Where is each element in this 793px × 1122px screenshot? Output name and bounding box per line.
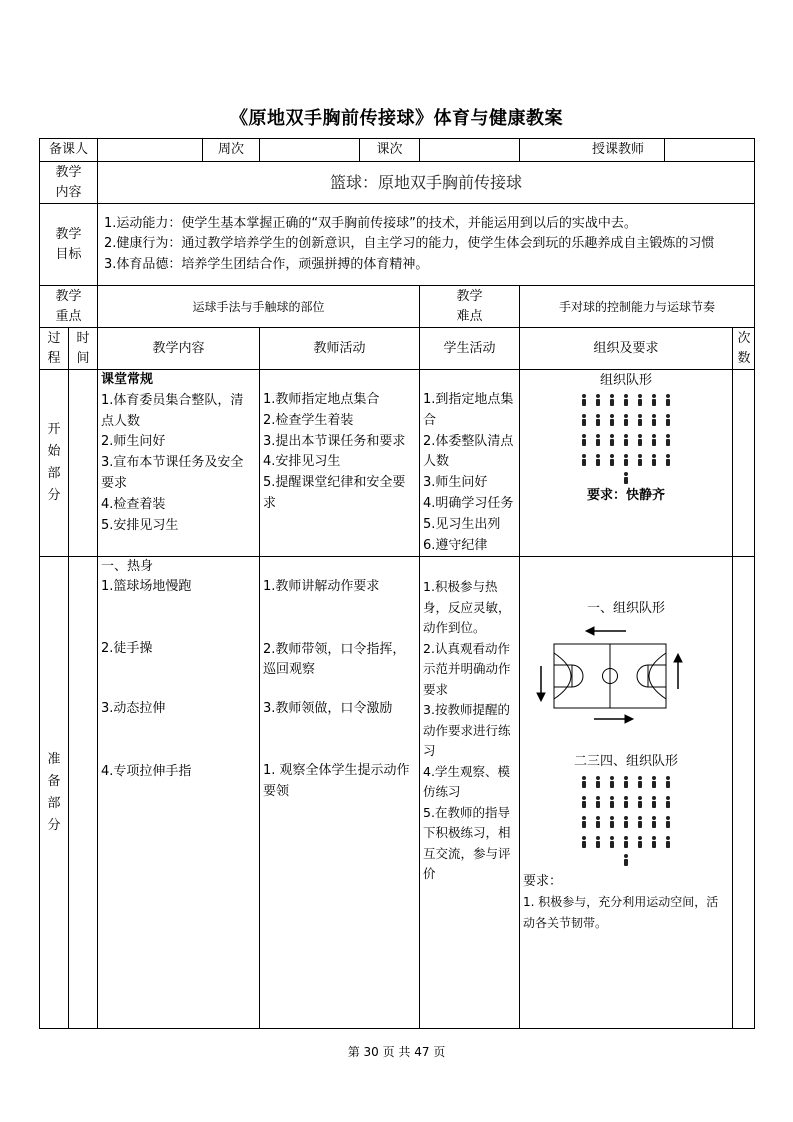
prep-content-item: 4.专项拉伸手指 (101, 764, 192, 780)
prep-teacher-item: 1. 观察全体学生提示动作要领 (263, 763, 410, 799)
start-teacher-item: 4.安排见习生 (263, 454, 341, 470)
prep-org (520, 557, 733, 1029)
student-icon (609, 454, 615, 466)
content-row (40, 162, 755, 204)
key-label-text: 教学重点 (55, 288, 82, 324)
lesson-label: 课次 (360, 139, 420, 162)
page-title: 《原地双手胸前传接球》体育与健康教案 (230, 108, 563, 129)
teacher-position (523, 472, 729, 484)
student-icon (665, 796, 671, 808)
student-icon (595, 776, 601, 788)
student-icon (581, 796, 587, 808)
col-process (40, 328, 69, 370)
student-icon (581, 816, 587, 828)
student-icon (637, 394, 643, 406)
formation-row (523, 394, 729, 406)
key-label (40, 286, 98, 328)
formation-prep (523, 776, 729, 866)
teacher-value (665, 139, 755, 162)
col-time-text: 时间 (76, 330, 90, 366)
start-student-item: 5.见习生出列 (423, 516, 501, 532)
student-icon (651, 816, 657, 828)
student-icon (623, 796, 629, 808)
start-student-item: 6.遵守纪律 (423, 537, 488, 553)
start-student (420, 370, 520, 557)
col-time (69, 328, 98, 370)
teacher-icon (623, 854, 629, 866)
arrow-left-icon (586, 627, 626, 635)
content-value: 篮球：原地双手胸前传接球 (98, 162, 755, 204)
start-org-requirement: 要求：快静齐 (587, 488, 666, 503)
student-icon (651, 394, 657, 406)
start-org (520, 370, 733, 557)
content-label (40, 162, 98, 204)
start-content (98, 370, 260, 557)
goals-row (40, 204, 755, 286)
prep-student-item: 1.积极参与热身，反应灵敏，动作到位。 (423, 579, 511, 636)
student-icon (623, 836, 629, 848)
prep-org-title1: 一、组织队形 (587, 601, 666, 617)
student-icon (651, 414, 657, 426)
start-teacher-item: 1.教师指定地点集合 (263, 392, 380, 407)
formation-row (523, 776, 729, 788)
student-icon (637, 454, 643, 466)
student-icon (665, 454, 671, 466)
start-label: 开始部分 (47, 422, 61, 504)
focus-row (40, 286, 755, 328)
arrow-up-icon (674, 654, 682, 689)
basketball-court-diagram (526, 621, 726, 726)
start-count-cell (733, 370, 755, 557)
prep-label-cell (40, 557, 69, 1029)
student-icon (651, 454, 657, 466)
student-icon (581, 454, 587, 466)
formation-row (523, 454, 729, 466)
student-icon (595, 836, 601, 848)
teacher-icon (623, 472, 629, 484)
prep-content-item: 1.篮球场地慢跑 (101, 579, 192, 595)
student-icon (637, 776, 643, 788)
start-label-cell (40, 370, 69, 557)
student-icon (609, 816, 615, 828)
start-student-item: 3.师生问好 (423, 475, 488, 491)
difficult-label (420, 286, 520, 328)
prep-student (420, 557, 520, 1029)
col-content: 教学内容 (98, 328, 260, 370)
student-icon (665, 836, 671, 848)
formation-row (523, 796, 729, 808)
week-label: 周次 (203, 139, 260, 162)
student-icon (651, 776, 657, 788)
start-org-title: 组织队形 (600, 373, 653, 388)
start-content-title: 课堂常规 (101, 372, 154, 387)
prep-req-text: 1. 积极参与，充分利用运动空间，活动各关节韧带。 (523, 895, 719, 931)
start-teacher-item: 5.提醒课堂纪律和安全要求 (263, 475, 406, 511)
student-icon (595, 394, 601, 406)
student-icon (609, 836, 615, 848)
student-icon (637, 836, 643, 848)
preparer-label: 备课人 (40, 139, 98, 162)
content-label-text: 教学内容 (55, 164, 82, 200)
arrow-right-icon (594, 715, 633, 723)
formation-row (523, 836, 729, 848)
student-icon (609, 796, 615, 808)
week-value (260, 139, 360, 162)
column-header-row (40, 328, 755, 370)
teacher-label: 授课教师 (520, 139, 665, 162)
prep-count-cell (733, 557, 755, 1029)
student-icon (623, 454, 629, 466)
student-icon (637, 414, 643, 426)
difficult-value: 手对球的控制能力与运球节奏 (520, 286, 755, 328)
prep-time-cell (69, 557, 98, 1029)
student-icon (581, 394, 587, 406)
student-icon (637, 816, 643, 828)
formation-start (523, 394, 729, 484)
start-content-item: 4.检查着装 (101, 496, 166, 512)
student-icon (581, 776, 587, 788)
student-icon (651, 434, 657, 446)
student-icon (595, 434, 601, 446)
start-section-row (40, 370, 755, 557)
prep-section-row (40, 557, 755, 1029)
student-icon (637, 434, 643, 446)
header-row (40, 139, 755, 162)
student-icon (609, 434, 615, 446)
teacher-position (523, 854, 729, 866)
student-icon (595, 414, 601, 426)
goal-item: 2.健康行为：通过教学培养学生的创新意识，自主学习的能力，使学生体会到玩的乐趣养成自主锻炼的习惯 (104, 236, 715, 252)
col-count (733, 328, 755, 370)
start-content-item: 5.安排见习生 (101, 517, 179, 533)
student-icon (651, 836, 657, 848)
student-icon (623, 394, 629, 406)
student-icon (665, 816, 671, 828)
col-process-text: 过程 (47, 330, 61, 366)
prep-req-label: 要求： (523, 874, 563, 890)
student-icon (623, 816, 629, 828)
start-student-item: 4.明确学习任务 (423, 495, 514, 511)
arrow-down-icon (537, 666, 545, 701)
goal-item: 3.体育品德：培养学生团结合作，顽强拼搏的体育精神。 (104, 256, 429, 272)
start-time-cell (69, 370, 98, 557)
prep-student-item: 4.学生观察、模仿练习 (423, 763, 510, 800)
prep-content (98, 557, 260, 1029)
student-icon (623, 414, 629, 426)
student-icon (609, 394, 615, 406)
student-icon (581, 434, 587, 446)
prep-student-item: 2.认真观看动作示范并明确动作要求 (423, 640, 511, 697)
start-teacher (260, 370, 420, 557)
goals-label-text: 教学目标 (55, 226, 82, 262)
prep-label: 准备部分 (47, 751, 61, 833)
start-content-item: 2.师生问好 (101, 434, 166, 450)
student-icon (665, 394, 671, 406)
start-teacher-item: 3.提出本节课任务和要求 (263, 433, 406, 449)
prep-teacher-item: 2.教师带领，口令指挥，巡回观察 (263, 641, 406, 678)
start-teacher-item: 2.检查学生着装 (263, 412, 354, 428)
col-count-text: 次数 (737, 330, 751, 366)
prep-content-item: 一、热身 (101, 559, 154, 575)
student-icon (595, 796, 601, 808)
student-icon (595, 816, 601, 828)
goal-item: 1.运动能力：使学生基本掌握正确的“双手胸前传接球”的技术，并能运用到以后的实战中去。 (104, 215, 637, 231)
student-icon (665, 414, 671, 426)
court-outline (554, 644, 666, 708)
student-icon (581, 836, 587, 848)
goals-list (98, 204, 755, 286)
student-icon (581, 414, 587, 426)
preparer-value (98, 139, 203, 162)
student-icon (651, 796, 657, 808)
prep-teacher-item: 1.教师讲解动作要求 (263, 579, 380, 595)
student-icon (637, 796, 643, 808)
page-footer: 第 30 页 共 47 页 (347, 1045, 446, 1059)
goals-label (40, 204, 98, 286)
start-content-item: 1.体育委员集合整队，清点人数 (101, 392, 244, 429)
student-icon (665, 776, 671, 788)
formation-row (523, 414, 729, 426)
student-icon (623, 776, 629, 788)
col-teacher: 教师活动 (260, 328, 420, 370)
start-content-item: 3.宣布本节课任务及安全要求 (101, 455, 244, 491)
prep-student-item: 5.在教师的指导下积极练习，相互交流，参与评价 (423, 804, 511, 882)
prep-student-item: 3.按教师提醒的动作要求进行练习 (423, 702, 511, 759)
prep-teacher-item: 3.教师领做，口令激励 (263, 700, 393, 716)
start-student-item: 1.到指定地点集合 (423, 392, 514, 428)
student-icon (623, 434, 629, 446)
prep-org-title2: 二三四、组织队形 (574, 754, 679, 770)
start-student-item: 2.体委整队清点人数 (423, 433, 514, 470)
student-icon (665, 434, 671, 446)
student-icon (609, 776, 615, 788)
student-icon (609, 414, 615, 426)
lesson-plan-table (39, 138, 755, 1029)
prep-content-item: 2.徒手操 (101, 641, 153, 657)
col-student: 学生活动 (420, 328, 520, 370)
lesson-value (420, 139, 520, 162)
key-value: 运球手法与手触球的部位 (98, 286, 420, 328)
formation-row (523, 434, 729, 446)
prep-teacher (260, 557, 420, 1029)
prep-content-item: 3.动态拉伸 (101, 701, 166, 717)
student-icon (595, 454, 601, 466)
formation-row (523, 816, 729, 828)
difficult-label-text: 教学难点 (456, 288, 483, 324)
col-org: 组织及要求 (520, 328, 733, 370)
